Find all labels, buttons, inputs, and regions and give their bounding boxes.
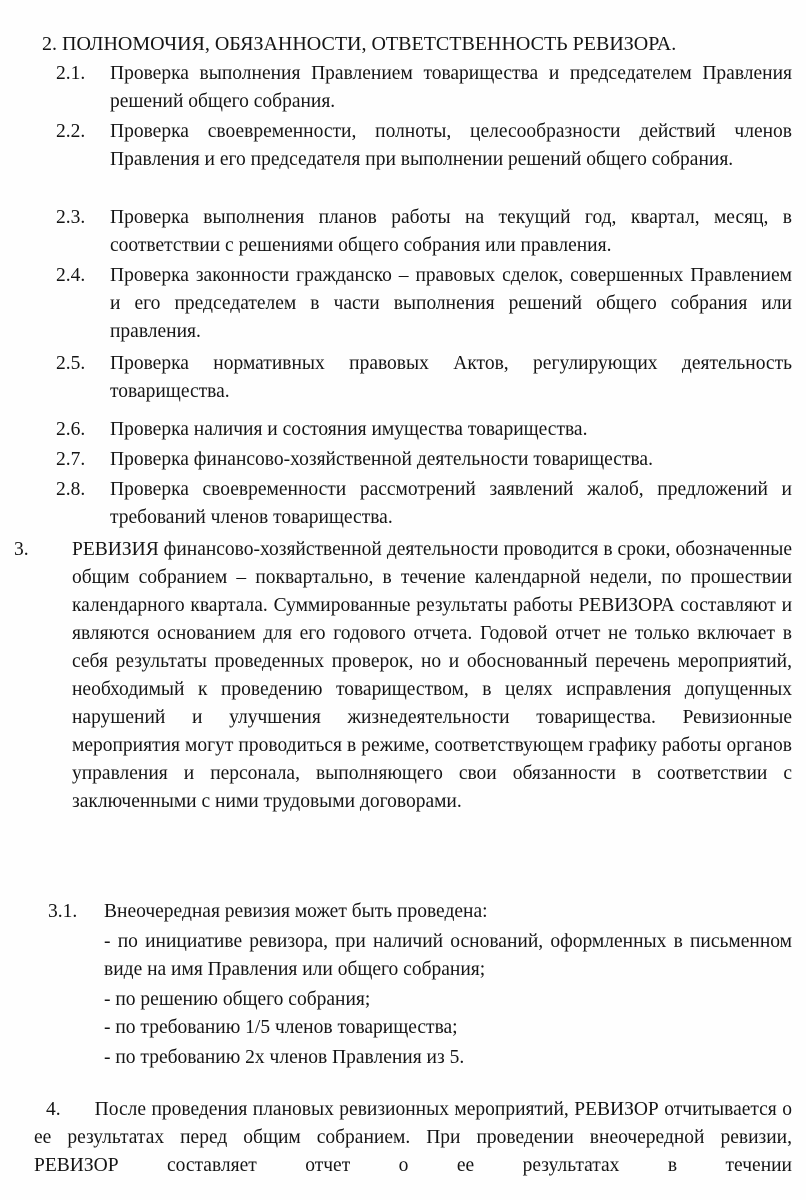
section-text: После проведения плановых ревизионных мероприятий, РЕВИЗОР отчитывается о ее результатах перед общим собранием. При проведении внеочередной ревизии, РЕВИЗОР составляет отчет о ее результатах в течении [34,1099,792,1176]
item-number: 2.8. [56,479,86,500]
item-text: Проверка нормативных правовых Актов, регулирующих деятельность товарищества. [110,353,792,402]
bullet-item: - по требованию 2х членов Правления из 5. [104,1047,465,1068]
section-number: 4. [46,1099,61,1120]
bullet-item: - по инициативе ревизора, при наличий оснований, оформленных в письменном виде на имя Правления или общего собрания; [104,931,792,980]
bullet-item: - по требованию 1/5 членов товарищества; [104,1017,458,1038]
item-number: 2.3. [56,207,86,228]
item-number: 2.7. [56,449,86,470]
section-text: РЕВИЗИЯ финансово-хозяйственной деятельности проводится в сроки, обозначенные общим собранием – поквартально, в течение календарной недели, по прошествии календарного квартала. Суммированные результаты работы РЕВИЗОРА составляют и являются основанием для его годового отчета. Годовой отчет не только включает в себя результаты проведенных проверок, но и обоснованный перечень мероприятий, необходимый к проведению товариществом, в целях исправления допущенных нарушений и улучшения жизнедеятельности товарищества. Ревизионные мероприятия могут проводиться в режиме, соответствующем графику работы органов управления и персонала, выполняющего свои обязанности в соответствии с заключенными с ними трудовыми договорами. [72,539,792,812]
item-text: Проверка выполнения Правлением товарищества и председателем Правления решений общего собрания. [110,63,792,112]
section-2-heading: 2. ПОЛНОМОЧИЯ, ОБЯЗАННОСТИ, ОТВЕТСТВЕННОСТЬ РЕВИЗОРА. [42,33,677,55]
item-number: 2.4. [56,265,86,286]
item-number: 3.1. [48,901,78,922]
item-text: Проверка выполнения планов работы на текущий год, квартал, месяц, в соответствии с решениями общего собрания или правления. [110,207,792,256]
section-number: 3. [14,539,29,560]
item-text: Проверка финансово-хозяйственной деятельности товарищества. [110,449,653,470]
item-text: Проверка законности гражданско – правовых сделок, совершенных Правлением и его председателем в части выполнения решений общего собрания или правления. [110,265,792,342]
item-text: Проверка своевременности рассмотрений заявлений жалоб, предложений и требований членов товарищества. [110,479,792,528]
bullet-item: - по решению общего собрания; [104,989,371,1010]
item-text: Проверка наличия и состояния имущества товарищества. [110,419,588,440]
item-text: Проверка своевременности, полноты, целесообразности действий членов Правления и его председателя при выполнении решений общего собрания. [110,121,792,170]
item-number: 2.2. [56,121,86,142]
section-4 [34,1096,792,1180]
item-text: Внеочередная ревизия может быть проведена: [104,901,488,922]
item-number: 2.6. [56,419,86,440]
item-number: 2.1. [56,63,86,84]
item-number: 2.5. [56,353,86,374]
